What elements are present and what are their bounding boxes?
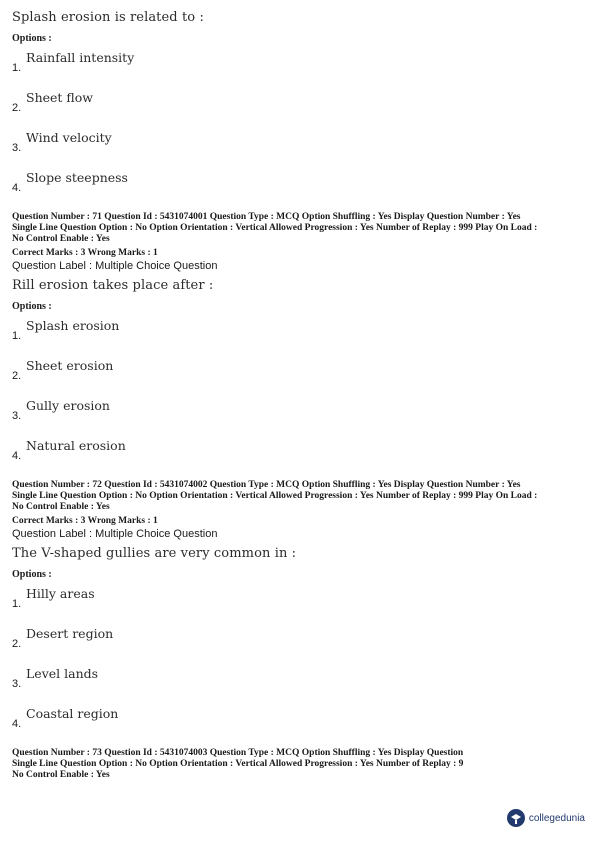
option-number: 3. <box>12 142 22 154</box>
question-meta: Single Line Question Option : No Option Orientation : Vertical Allowed Progression : Yes Number of Replay : 999 Play On Load : <box>12 491 538 501</box>
option-4[interactable] <box>12 168 587 208</box>
option-number: 2. <box>12 102 22 114</box>
question-text: Splash erosion is related to : <box>12 10 204 25</box>
question-71-block <box>12 212 587 476</box>
question-text: The V-shaped gullies are very common in : <box>12 546 297 561</box>
question-text: Rill erosion takes place after : <box>12 278 214 293</box>
option-text: Wind velocity <box>26 130 112 145</box>
option-text: Gully erosion <box>26 398 110 413</box>
option-text: Natural erosion <box>26 438 126 453</box>
option-4[interactable] <box>12 436 587 476</box>
question-meta: No Control Enable : Yes <box>12 502 110 512</box>
options-heading: Options : <box>12 301 52 312</box>
marks-line: Correct Marks : 3 Wrong Marks : 1 <box>12 248 158 258</box>
collegedunia-logo <box>506 808 585 828</box>
question-meta: Question Number : 71 Question Id : 5431074001 Question Type : MCQ Option Shuffling : Yes Display Question Number : Yes <box>12 212 521 222</box>
collegedunia-logo-icon <box>506 808 526 828</box>
option-2[interactable] <box>12 356 587 396</box>
logo-text: collegedunia <box>528 812 585 824</box>
question-72-block <box>12 480 587 744</box>
option-number: 4. <box>12 450 22 462</box>
option-number: 4. <box>12 182 22 194</box>
question-meta: Single Line Question Option : No Option Orientation : Vertical Allowed Progression : Yes Number of Replay : 999 Play On Load : <box>12 223 538 233</box>
question-label: Question Label : Multiple Choice Question <box>12 528 218 540</box>
question-meta: No Control Enable : Yes <box>12 770 110 780</box>
option-text: Coastal region <box>26 706 119 721</box>
question-meta: Single Line Question Option : No Option Orientation : Vertical Allowed Progression : Yes Number of Replay : 9 <box>12 759 464 769</box>
option-4[interactable] <box>12 704 587 744</box>
question-73-block <box>12 748 587 781</box>
option-number: 1. <box>12 62 22 74</box>
question-meta: No Control Enable : Yes <box>12 234 110 244</box>
option-text: Slope steepness <box>26 170 128 185</box>
option-number: 3. <box>12 410 22 422</box>
option-3[interactable] <box>12 396 587 436</box>
option-1[interactable] <box>12 48 587 88</box>
document-page <box>12 10 587 781</box>
option-number: 4. <box>12 718 22 730</box>
option-2[interactable] <box>12 624 587 664</box>
option-text: Splash erosion <box>26 318 120 333</box>
option-number: 3. <box>12 678 22 690</box>
question-meta: Question Number : 72 Question Id : 5431074002 Question Type : MCQ Option Shuffling : Yes Display Question Number : Yes <box>12 480 521 490</box>
question-70-block <box>12 10 587 208</box>
option-text: Desert region <box>26 626 114 641</box>
option-2[interactable] <box>12 88 587 128</box>
question-meta: Question Number : 73 Question Id : 5431074003 Question Type : MCQ Option Shuffling : Yes Display Question <box>12 748 464 758</box>
question-label: Question Label : Multiple Choice Question <box>12 260 218 272</box>
option-3[interactable] <box>12 128 587 168</box>
option-text: Level lands <box>26 666 99 681</box>
option-text: Rainfall intensity <box>26 50 135 65</box>
option-1[interactable] <box>12 584 587 624</box>
option-number: 2. <box>12 638 22 650</box>
options-heading: Options : <box>12 569 52 580</box>
option-number: 1. <box>12 330 22 342</box>
option-number: 1. <box>12 598 22 610</box>
option-3[interactable] <box>12 664 587 704</box>
options-heading: Options : <box>12 33 52 44</box>
marks-line: Correct Marks : 3 Wrong Marks : 1 <box>12 516 158 526</box>
option-text: Hilly areas <box>26 586 95 601</box>
option-1[interactable] <box>12 316 587 356</box>
option-text: Sheet erosion <box>26 358 114 373</box>
option-number: 2. <box>12 370 22 382</box>
option-text: Sheet flow <box>26 90 93 105</box>
